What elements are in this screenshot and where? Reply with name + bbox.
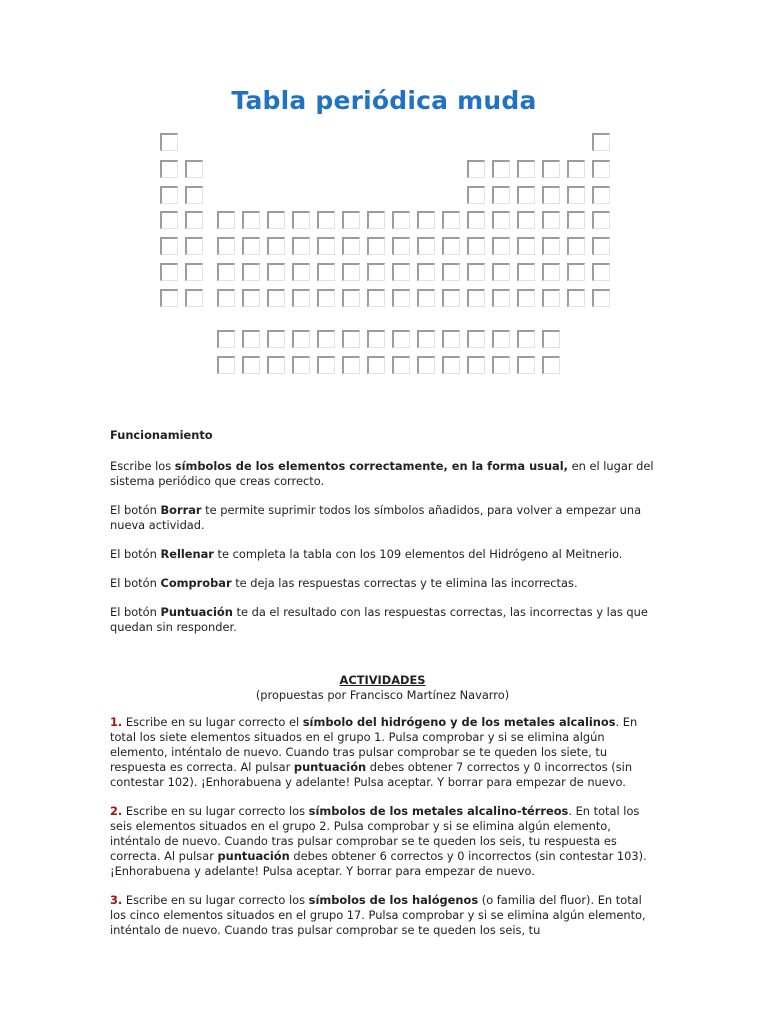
instruction-puntuacion bbox=[110, 605, 655, 635]
text-fragment: Escribe en su lugar correcto los bbox=[122, 893, 309, 907]
element-input-cell[interactable] bbox=[592, 263, 610, 281]
element-input-cell[interactable] bbox=[442, 289, 460, 307]
text-fragment: . En total los siete elementos situados en el grupo 1. Pulsa comprobar y si se elimina algún elemento, inténtalo de nuevo. Cuando tras pulsar comprobar se te queden los siete, tu respuesta es correcta. Al pulsar bbox=[110, 715, 638, 774]
activities-heading: ACTIVIDADES bbox=[339, 673, 426, 687]
element-input-cell[interactable] bbox=[392, 330, 410, 348]
element-input-cell[interactable] bbox=[467, 356, 485, 374]
activity-number: 1. bbox=[110, 715, 123, 729]
element-input-cell[interactable] bbox=[160, 263, 178, 281]
element-input-cell[interactable] bbox=[217, 330, 235, 348]
element-input-cell[interactable] bbox=[567, 186, 585, 204]
element-input-cell[interactable] bbox=[517, 186, 535, 204]
element-input-cell[interactable] bbox=[292, 330, 310, 348]
element-input-cell[interactable] bbox=[467, 330, 485, 348]
element-input-cell[interactable] bbox=[317, 330, 335, 348]
element-input-cell[interactable] bbox=[492, 160, 510, 178]
element-input-cell[interactable] bbox=[492, 237, 510, 255]
element-input-cell[interactable] bbox=[367, 211, 385, 229]
element-input-cell[interactable] bbox=[567, 263, 585, 281]
text-fragment: te completa la tabla con los 109 elementos del Hidrógeno al Meitnerio. bbox=[213, 547, 623, 561]
element-input-cell[interactable] bbox=[467, 289, 485, 307]
element-input-cell[interactable] bbox=[367, 356, 385, 374]
activities-header bbox=[110, 673, 655, 703]
element-input-cell[interactable] bbox=[492, 330, 510, 348]
text-fragment: Escribe los bbox=[110, 459, 175, 473]
element-input-cell[interactable] bbox=[267, 263, 285, 281]
element-input-cell[interactable] bbox=[517, 356, 535, 374]
element-input-cell[interactable] bbox=[292, 289, 310, 307]
element-input-cell[interactable] bbox=[217, 237, 235, 255]
element-input-cell[interactable] bbox=[467, 237, 485, 255]
bold-text: Comprobar bbox=[160, 576, 232, 590]
element-input-cell[interactable] bbox=[592, 186, 610, 204]
element-input-cell[interactable] bbox=[267, 330, 285, 348]
element-input-cell[interactable] bbox=[542, 211, 560, 229]
bold-text: símbolos de los elementos correctamente, en la forma usual, bbox=[174, 459, 568, 473]
text-fragment: El botón bbox=[110, 503, 161, 517]
element-input-cell[interactable] bbox=[592, 211, 610, 229]
element-input-cell[interactable] bbox=[492, 211, 510, 229]
element-input-cell[interactable] bbox=[417, 211, 435, 229]
element-input-cell[interactable] bbox=[217, 211, 235, 229]
element-input-cell[interactable] bbox=[185, 186, 203, 204]
element-input-cell[interactable] bbox=[592, 289, 610, 307]
element-input-cell[interactable] bbox=[392, 289, 410, 307]
bold-text: símbolos de los metales alcalino-térreos bbox=[308, 804, 569, 818]
text-fragment: te da el resultado con las respuestas correctas, las incorrectas y las que quedan sin responder. bbox=[110, 605, 648, 634]
element-input-cell[interactable] bbox=[292, 211, 310, 229]
element-input-cell[interactable] bbox=[217, 356, 235, 374]
element-input-cell[interactable] bbox=[317, 237, 335, 255]
element-input-cell[interactable] bbox=[542, 186, 560, 204]
bold-text: Rellenar bbox=[160, 547, 214, 561]
element-input-cell[interactable] bbox=[242, 330, 260, 348]
element-input-cell[interactable] bbox=[160, 160, 178, 178]
element-input-cell[interactable] bbox=[160, 211, 178, 229]
element-input-cell[interactable] bbox=[567, 237, 585, 255]
element-input-cell[interactable] bbox=[442, 211, 460, 229]
element-input-cell[interactable] bbox=[185, 160, 203, 178]
page-title: Tabla periódica muda bbox=[231, 86, 537, 115]
instruction-borrar bbox=[110, 503, 655, 533]
element-input-cell[interactable] bbox=[417, 263, 435, 281]
text-fragment: debes obtener 6 correctos y 0 incorrectos (sin contestar 103). ¡Enhorabuena y adelante! Pulsa aceptar. Y borrar para empezar de nuevo. bbox=[110, 849, 647, 878]
element-input-cell[interactable] bbox=[242, 289, 260, 307]
element-input-cell[interactable] bbox=[317, 356, 335, 374]
bold-text: puntuación bbox=[293, 760, 367, 774]
element-input-cell[interactable] bbox=[267, 356, 285, 374]
element-input-cell[interactable] bbox=[492, 263, 510, 281]
element-input-cell[interactable] bbox=[317, 263, 335, 281]
element-input-cell[interactable] bbox=[267, 211, 285, 229]
element-input-cell[interactable] bbox=[567, 160, 585, 178]
element-input-cell[interactable] bbox=[542, 237, 560, 255]
text-fragment: El botón bbox=[110, 605, 161, 619]
element-input-cell[interactable] bbox=[367, 289, 385, 307]
element-input-cell[interactable] bbox=[242, 356, 260, 374]
element-input-cell[interactable] bbox=[517, 160, 535, 178]
element-input-cell[interactable] bbox=[392, 263, 410, 281]
instruction-write-symbols bbox=[110, 459, 655, 489]
bold-text: símbolos de los halógenos bbox=[308, 893, 479, 907]
text-fragment: Escribe en su lugar correcto el bbox=[122, 715, 303, 729]
periodic-table-grid bbox=[0, 0, 768, 400]
instructions-content bbox=[110, 428, 655, 952]
element-input-cell[interactable] bbox=[185, 263, 203, 281]
element-input-cell[interactable] bbox=[392, 211, 410, 229]
element-input-cell[interactable] bbox=[517, 211, 535, 229]
element-input-cell[interactable] bbox=[467, 211, 485, 229]
element-input-cell[interactable] bbox=[317, 289, 335, 307]
text-fragment: El botón bbox=[110, 576, 161, 590]
element-input-cell[interactable] bbox=[542, 356, 560, 374]
element-input-cell[interactable] bbox=[542, 160, 560, 178]
element-input-cell[interactable] bbox=[185, 237, 203, 255]
element-input-cell[interactable] bbox=[185, 289, 203, 307]
activity-item-3 bbox=[110, 893, 655, 938]
text-fragment: debes obtener 7 correctos y 0 incorrectos (sin contestar 102). ¡Enhorabuena y adelante! Pulsa aceptar. Y borrar para empezar de nuevo. bbox=[110, 760, 633, 789]
element-input-cell[interactable] bbox=[292, 356, 310, 374]
element-input-cell[interactable] bbox=[567, 211, 585, 229]
element-input-cell[interactable] bbox=[342, 289, 360, 307]
text-fragment: El botón bbox=[110, 547, 161, 561]
element-input-cell[interactable] bbox=[342, 211, 360, 229]
element-input-cell[interactable] bbox=[342, 330, 360, 348]
element-input-cell[interactable] bbox=[492, 356, 510, 374]
text-fragment: en el lugar del sistema periódico que creas correcto. bbox=[110, 459, 654, 488]
element-input-cell[interactable] bbox=[160, 289, 178, 307]
element-input-cell[interactable] bbox=[242, 237, 260, 255]
element-input-cell[interactable] bbox=[392, 356, 410, 374]
element-input-cell[interactable] bbox=[592, 237, 610, 255]
element-input-cell[interactable] bbox=[467, 186, 485, 204]
element-input-cell[interactable] bbox=[292, 263, 310, 281]
element-input-cell[interactable] bbox=[542, 330, 560, 348]
text-fragment: Escribe en su lugar correcto los bbox=[122, 804, 309, 818]
element-input-cell[interactable] bbox=[160, 133, 178, 151]
text-fragment: te deja las respuestas correctas y te elimina las incorrectas. bbox=[231, 576, 578, 590]
element-input-cell[interactable] bbox=[442, 237, 460, 255]
element-input-cell[interactable] bbox=[160, 186, 178, 204]
element-input-cell[interactable] bbox=[417, 330, 435, 348]
element-input-cell[interactable] bbox=[160, 237, 178, 255]
element-input-cell[interactable] bbox=[292, 237, 310, 255]
element-input-cell[interactable] bbox=[267, 237, 285, 255]
bold-text: Puntuación bbox=[160, 605, 233, 619]
instruction-rellenar bbox=[110, 547, 655, 562]
element-input-cell[interactable] bbox=[342, 237, 360, 255]
element-input-cell[interactable] bbox=[417, 237, 435, 255]
element-input-cell[interactable] bbox=[492, 186, 510, 204]
element-input-cell[interactable] bbox=[267, 289, 285, 307]
element-input-cell[interactable] bbox=[592, 133, 610, 151]
element-input-cell[interactable] bbox=[367, 263, 385, 281]
element-input-cell[interactable] bbox=[517, 237, 535, 255]
element-input-cell[interactable] bbox=[517, 263, 535, 281]
element-input-cell[interactable] bbox=[417, 356, 435, 374]
activities-subtitle: (propuestas por Francisco Martínez Navarro) bbox=[255, 688, 510, 702]
element-input-cell[interactable] bbox=[542, 263, 560, 281]
element-input-cell[interactable] bbox=[392, 237, 410, 255]
element-input-cell[interactable] bbox=[467, 263, 485, 281]
activity-item-2 bbox=[110, 804, 655, 879]
element-input-cell[interactable] bbox=[185, 211, 203, 229]
element-input-cell[interactable] bbox=[517, 289, 535, 307]
element-input-cell[interactable] bbox=[242, 211, 260, 229]
bold-text: puntuación bbox=[217, 849, 290, 863]
element-input-cell[interactable] bbox=[317, 211, 335, 229]
element-input-cell[interactable] bbox=[342, 263, 360, 281]
element-input-cell[interactable] bbox=[217, 263, 235, 281]
text-fragment: . En total los seis elementos situados en el grupo 2. Pulsa comprobar y si se elimina algún elemento, inténtalo de nuevo. Cuando tras pulsar comprobar se te queden los seis, tu respuesta es correcta. Al pulsar bbox=[110, 804, 640, 863]
activity-number: 3. bbox=[110, 893, 123, 907]
instruction-comprobar bbox=[110, 576, 655, 591]
element-input-cell[interactable] bbox=[442, 263, 460, 281]
bold-text: Borrar bbox=[160, 503, 202, 517]
element-input-cell[interactable] bbox=[442, 330, 460, 348]
text-fragment: te permite suprimir todos los símbolos añadidos, para volver a empezar una nueva actividad. bbox=[110, 503, 642, 532]
element-input-cell[interactable] bbox=[517, 330, 535, 348]
text-fragment: (o familia del fluor). En total los cinco elementos situados en el grupo 17. Pulsa comprobar y si se elimina algún elemento, inténtalo de nuevo. Cuando tras pulsar comprobar se te queden los seis, tu bbox=[110, 893, 646, 937]
element-input-cell[interactable] bbox=[492, 289, 510, 307]
functioning-heading: Funcionamiento bbox=[110, 428, 213, 442]
element-input-cell[interactable] bbox=[242, 263, 260, 281]
element-input-cell[interactable] bbox=[542, 289, 560, 307]
element-input-cell[interactable] bbox=[367, 237, 385, 255]
element-input-cell[interactable] bbox=[592, 160, 610, 178]
element-input-cell[interactable] bbox=[442, 356, 460, 374]
element-input-cell[interactable] bbox=[467, 160, 485, 178]
element-input-cell[interactable] bbox=[567, 289, 585, 307]
activity-item-1 bbox=[110, 715, 655, 790]
element-input-cell[interactable] bbox=[367, 330, 385, 348]
element-input-cell[interactable] bbox=[417, 289, 435, 307]
element-input-cell[interactable] bbox=[217, 289, 235, 307]
element-input-cell[interactable] bbox=[342, 356, 360, 374]
bold-text: símbolo del hidrógeno y de los metales alcalinos bbox=[302, 715, 616, 729]
activity-number: 2. bbox=[110, 804, 123, 818]
